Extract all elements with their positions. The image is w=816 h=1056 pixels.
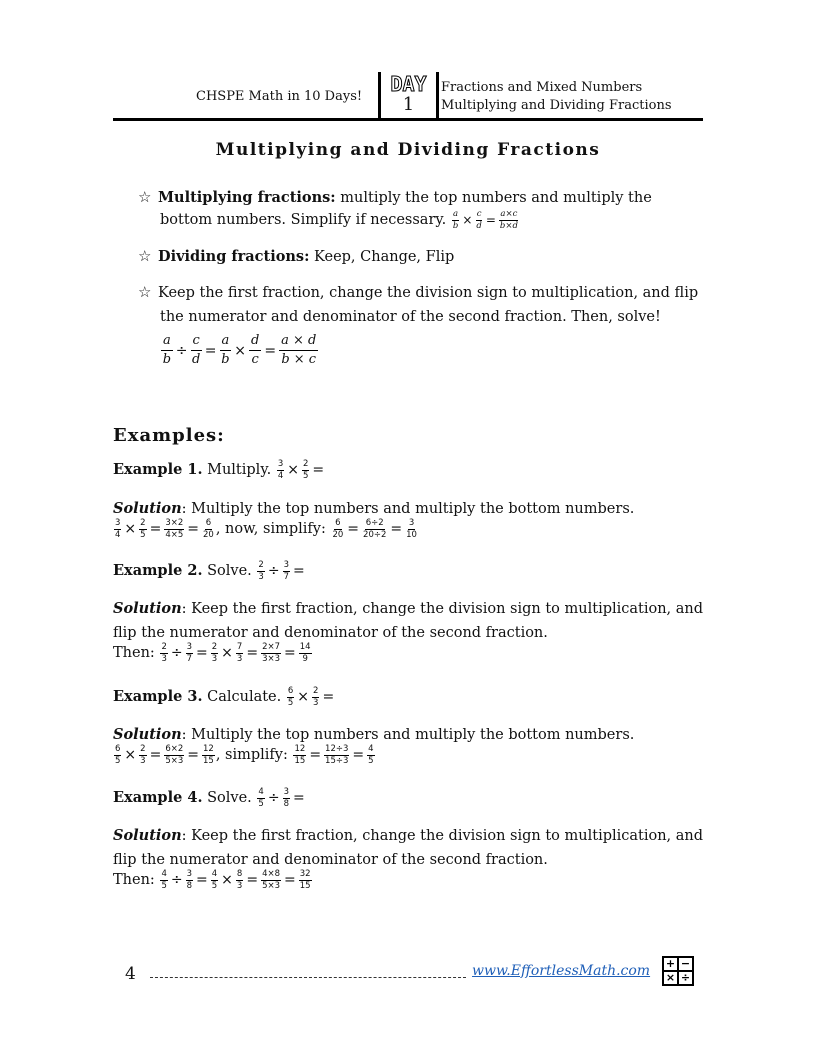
- divide-icon: ÷: [680, 971, 691, 984]
- rule-text: the numerator and denominator of the second fraction. Then, solve!: [160, 309, 661, 325]
- rule-multiplying: [138, 186, 704, 231]
- section-title: Multiplying and Dividing Fractions: [441, 98, 672, 113]
- footer-dashed-line: [150, 977, 466, 978]
- operator: ×: [234, 342, 247, 359]
- rule-keep-change-flip: [138, 280, 704, 329]
- fraction: $\frac{c}{d}$: [476, 208, 482, 231]
- rule-text: multiply the top numbers and multiply the: [340, 190, 652, 206]
- day-badge: [378, 72, 439, 120]
- plus-icon: +: [665, 957, 676, 970]
- operator: =: [204, 342, 217, 359]
- example-4-question: Example 4. Solve. $\frac{4}{5}$ ÷ $\frac{3}{8}$ =: [113, 786, 305, 809]
- page-title: Multiplying and Dividing Fractions: [215, 140, 601, 160]
- operator: =: [264, 342, 277, 359]
- header-divider: [113, 118, 703, 121]
- star-outline-icon: ☆: [138, 247, 152, 265]
- times-icon: ×: [665, 971, 676, 984]
- fraction: $\frac{c}{d}$: [191, 333, 201, 367]
- chapter-title: Fractions and Mixed Numbers: [441, 80, 643, 95]
- division-formula: [160, 333, 319, 368]
- fraction: $\frac{d}{c}$: [251, 333, 260, 367]
- rule-label: Dividing fractions:: [158, 248, 310, 265]
- star-outline-icon: ☆: [138, 283, 152, 301]
- fraction: $\frac{a}{b}$: [452, 208, 459, 231]
- page-number: 4: [125, 964, 136, 984]
- header-topics: [441, 79, 672, 115]
- example-4-solution: Solution: Keep the first fraction, change the division sign to multiplication, and flip the numerator and denominator of the second fraction. Then: $\frac{4}{5}$ ÷ $\frac{3}{8}$ = $\frac{4}{5}$ × $\frac{8}{3}$ = $\frac{4\times 8}{5\times 3}$ = $\frac{32}{15}$: [113, 827, 704, 891]
- book-title: CHSPE Math in 10 Days!: [196, 89, 363, 104]
- star-outline-icon: ☆: [138, 188, 152, 206]
- minus-icon: −: [680, 957, 691, 970]
- rule-text: Keep, Change, Flip: [314, 249, 455, 265]
- example-1-solution: Solution: Multiply the top numbers and multiply the bottom numbers. $\frac{3}{4}$ × $\frac{2}{5}$ = $\frac{3\times 2}{4\times 5}$ = $\frac{6}{20}$ , now, simplify: $\frac{6}{20}$ = $\frac{6\div 2}{20\div 2}$ = $\frac{3}{10}$: [113, 500, 635, 540]
- rule-text: bottom numbers. Simplify if necessary.: [160, 212, 447, 228]
- operator: =: [485, 213, 496, 227]
- rule-text: Keep the first fraction, change the division sign to multiplication, and flip: [158, 285, 699, 301]
- operator: ÷: [175, 342, 188, 359]
- fraction: $\frac{a\times c}{b\times d}$: [499, 208, 518, 231]
- examples-heading: Examples:: [113, 425, 225, 446]
- fraction: $\frac{a}{b}$: [162, 333, 172, 367]
- day-number: 1: [402, 94, 415, 115]
- day-label: DAY: [390, 72, 427, 96]
- fraction: $\frac{a \times d}{b \times c}$: [281, 333, 317, 367]
- rule-label: Multiplying fractions:: [158, 189, 336, 206]
- calculator-logo-icon: [662, 956, 694, 986]
- example-3-solution: Solution: Multiply the top numbers and multiply the bottom numbers. $\frac{6}{5}$ × $\frac{2}{3}$ = $\frac{6\times 2}{5\times 3}$ = $\frac{12}{15}$ , simplify: $\frac{12}{15}$ = $\frac{12\div 3}{15\div 3}$ = $\frac{4}{5}$: [113, 726, 635, 766]
- rule-dividing: [138, 245, 704, 268]
- example-2-solution: Solution: Keep the first fraction, change the division sign to multiplication, and flip the numerator and denominator of the second fraction. Then: $\frac{2}{3}$ ÷ $\frac{3}{7}$ = $\frac{2}{3}$ × $\frac{7}{3}$ = $\frac{2\times 7}{3\times 3}$ = $\frac{14}{9}$: [113, 600, 704, 664]
- example-3-question: Example 3. Calculate. $\frac{6}{5}$ × $\frac{2}{3}$ =: [113, 685, 335, 708]
- example-1-question: Example 1. Multiply. $\frac{3}{4}$ × $\frac{2}{5}$ =: [113, 458, 325, 481]
- operator: ×: [462, 213, 473, 227]
- website-link[interactable]: www.EffortlessMath.com: [472, 963, 651, 979]
- example-2-question: Example 2. Solve. $\frac{2}{3}$ ÷ $\frac{3}{7}$ =: [113, 559, 305, 582]
- fraction: $\frac{a}{b}$: [221, 333, 230, 367]
